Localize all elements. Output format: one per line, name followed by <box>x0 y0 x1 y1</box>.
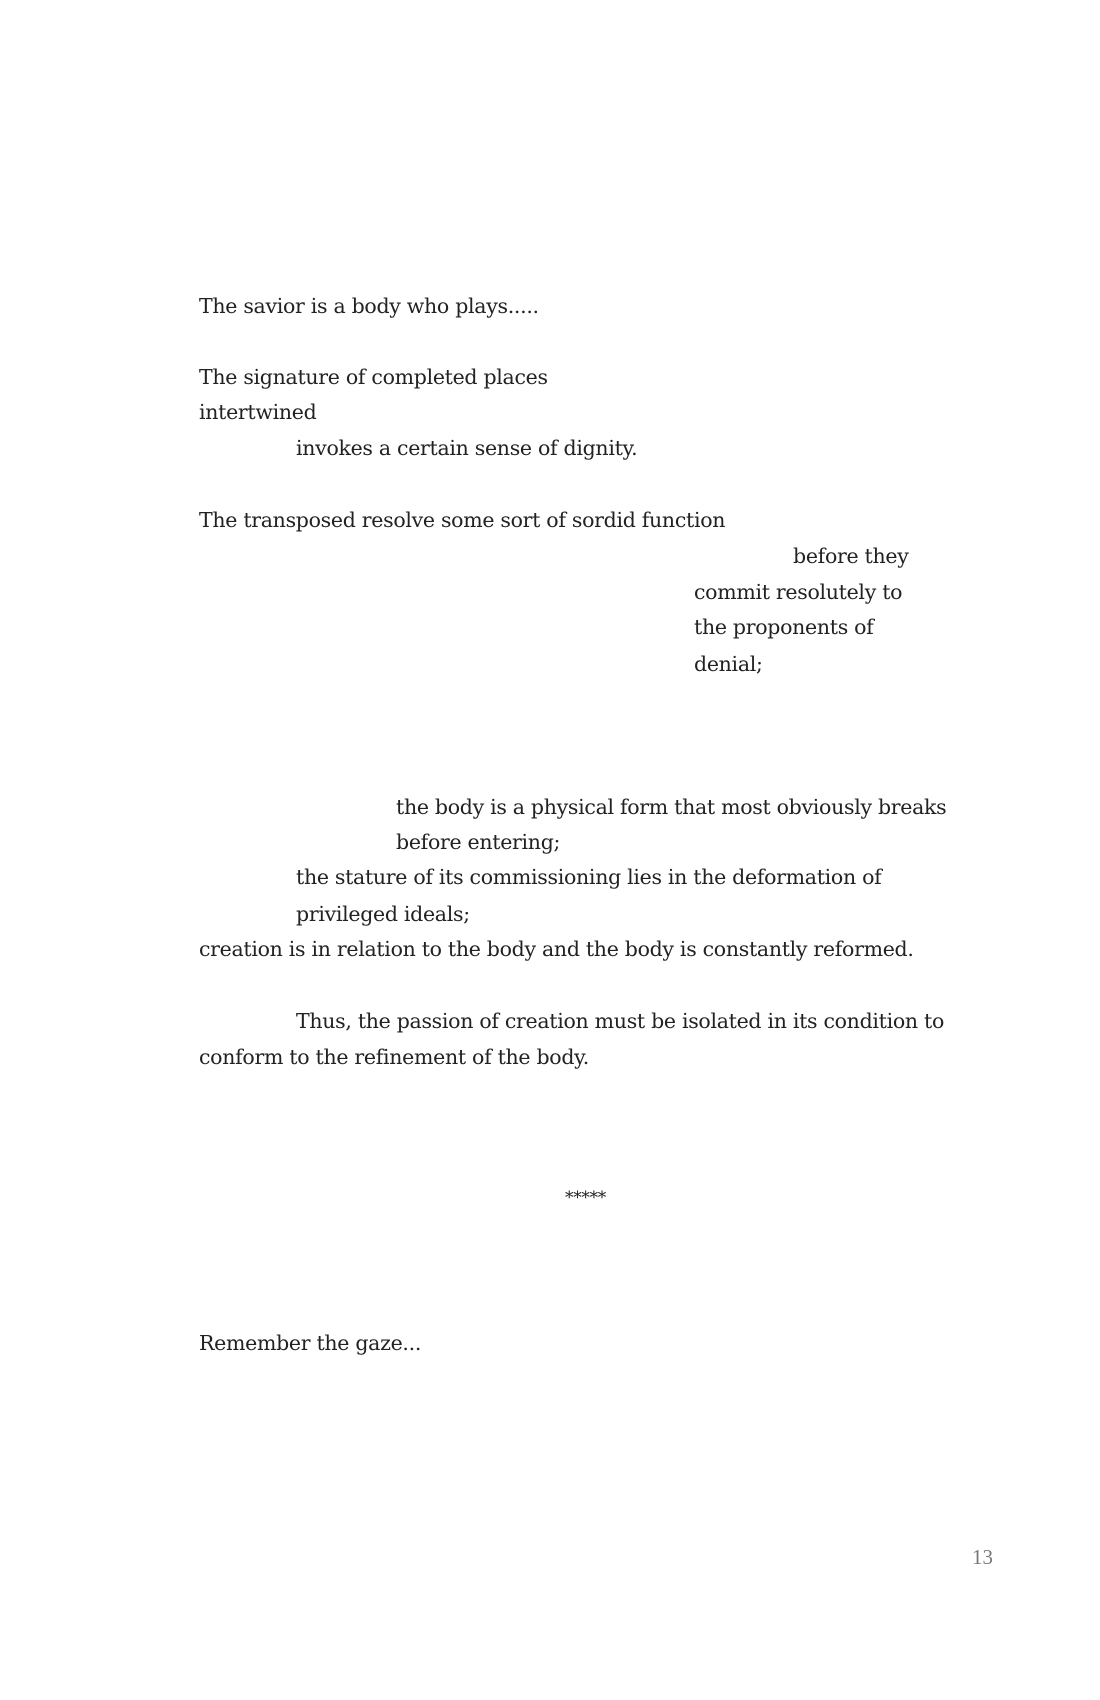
text-line: Remember the gaze... <box>199 1331 422 1355</box>
text-line: The savior is a body who plays..... <box>199 294 539 318</box>
text-line: The transposed resolve some sort of sordid function <box>199 508 726 532</box>
text-line: The signature of completed places <box>199 365 548 389</box>
text-line: privileged ideals; <box>296 902 470 926</box>
text-line: before entering; <box>396 830 561 854</box>
text-line: Thus, the passion of creation must be isolated in its condition to <box>296 1009 945 1033</box>
text-line: the stature of its commissioning lies in the deformation of <box>296 865 882 889</box>
page-number: 13 <box>972 1545 993 1569</box>
text-line: denial; <box>694 652 763 676</box>
text-line: invokes a certain sense of dignity. <box>296 436 638 460</box>
text-line: commit resolutely to <box>694 580 903 604</box>
text-line: the proponents of <box>694 615 874 639</box>
section-divider: ***** <box>565 1188 607 1208</box>
text-line: conform to the refinement of the body. <box>199 1045 589 1069</box>
text-line: creation is in relation to the body and the body is constantly reformed. <box>199 937 914 961</box>
text-line: the body is a physical form that most obviously breaks <box>396 795 947 819</box>
text-line: intertwined <box>199 400 317 424</box>
text-line: before they <box>793 544 909 568</box>
